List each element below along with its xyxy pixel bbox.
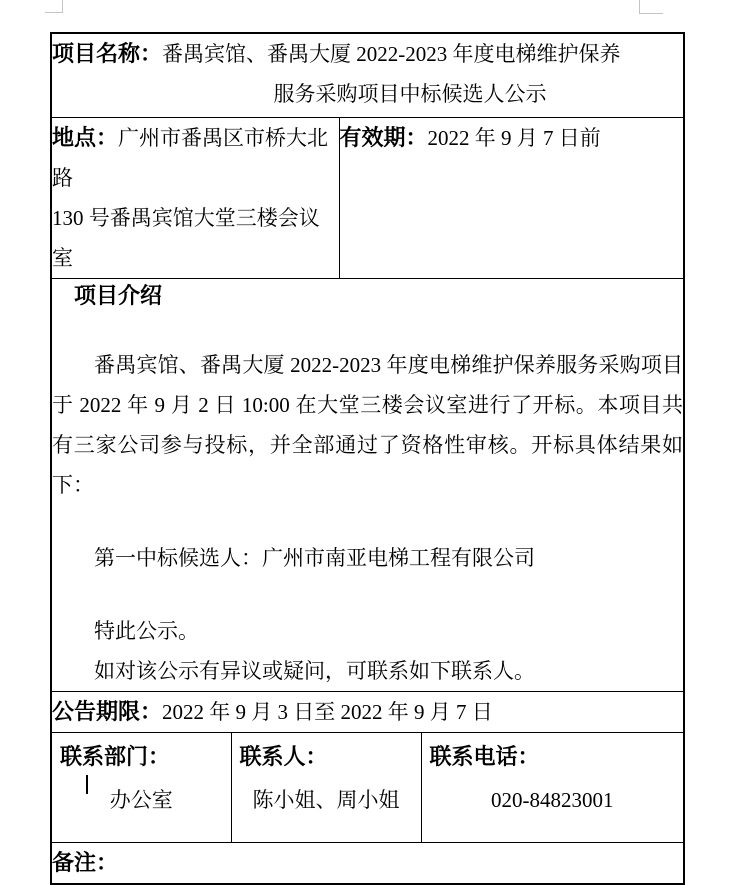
intro-heading: 项目介绍 bbox=[74, 282, 163, 308]
validity-cell[interactable] bbox=[339, 117, 684, 278]
blank-line bbox=[52, 578, 683, 611]
validity-value: 2022 年 9 月 7 日前 bbox=[427, 125, 601, 150]
location-label: 地点： bbox=[52, 124, 119, 150]
announcement-period-label: 公告期限： bbox=[52, 698, 163, 724]
first-candidate-line: 第一中标候选人：广州市南亚电梯工程有限公司 bbox=[94, 545, 535, 570]
project-title-text1: 番禺宾馆、番禺大厦 2022-2023 年度电梯维护保养 bbox=[162, 42, 621, 66]
notice-line: 特此公示。 bbox=[94, 618, 199, 643]
location-text1: 广州市番禺区市桥大北路 bbox=[52, 125, 329, 190]
margin-crop-mark-top-right bbox=[639, 0, 663, 14]
contact-person-cell[interactable] bbox=[231, 732, 421, 842]
project-name-cell[interactable] bbox=[51, 33, 684, 117]
bid-announcement-table bbox=[50, 32, 685, 885]
announcement-period-cell[interactable] bbox=[51, 691, 684, 732]
margin-crop-mark-top-left bbox=[45, 0, 63, 13]
validity-label: 有效期： bbox=[339, 124, 428, 150]
project-name-label: 项目名称： bbox=[52, 41, 163, 66]
location-line1 bbox=[52, 118, 339, 198]
intro-paragraph: 番禺宾馆、番禺大厦 2022-2023 年度电梯维护保养服务采购项目于 2022 年 9 月 2 日 10:00 在大堂三楼会议室进行了开标。本项目共有三家公司参与投标，并全部通过了资格性审核。开标具体结果如下： bbox=[52, 352, 684, 497]
contact-department-cell[interactable] bbox=[51, 732, 231, 842]
text-cursor-caret bbox=[86, 775, 88, 794]
contact-person-value: 陈小姐、周小姐 bbox=[252, 787, 400, 812]
location-cell[interactable] bbox=[51, 117, 339, 278]
project-title-line1 bbox=[52, 34, 683, 74]
contact-department-value: 办公室 bbox=[109, 787, 173, 812]
contact-phone-value: 020-84823001 bbox=[491, 787, 614, 812]
blank-line bbox=[52, 505, 683, 538]
contact-department-label: 联系部门： bbox=[60, 743, 171, 769]
contact-person-label: 联系人： bbox=[239, 743, 328, 769]
contact-note-line: 如对该公示有异议或疑问，可联系如下联系人。 bbox=[94, 658, 535, 683]
remarks-label: 备注： bbox=[52, 849, 119, 875]
contact-phone-cell[interactable] bbox=[421, 732, 684, 842]
blank-line bbox=[52, 312, 683, 345]
remarks-cell[interactable] bbox=[51, 842, 684, 884]
intro-cell[interactable] bbox=[51, 278, 684, 691]
contact-phone-label: 联系电话： bbox=[429, 743, 540, 769]
announcement-period-value: 2022 年 9 月 3 日至 2022 年 9 月 7 日 bbox=[162, 699, 493, 724]
location-line2: 130 号番禺宾馆大堂三楼会议室 bbox=[52, 205, 320, 270]
project-title-line2: 服务采购项目中标候选人公示 bbox=[273, 82, 547, 106]
